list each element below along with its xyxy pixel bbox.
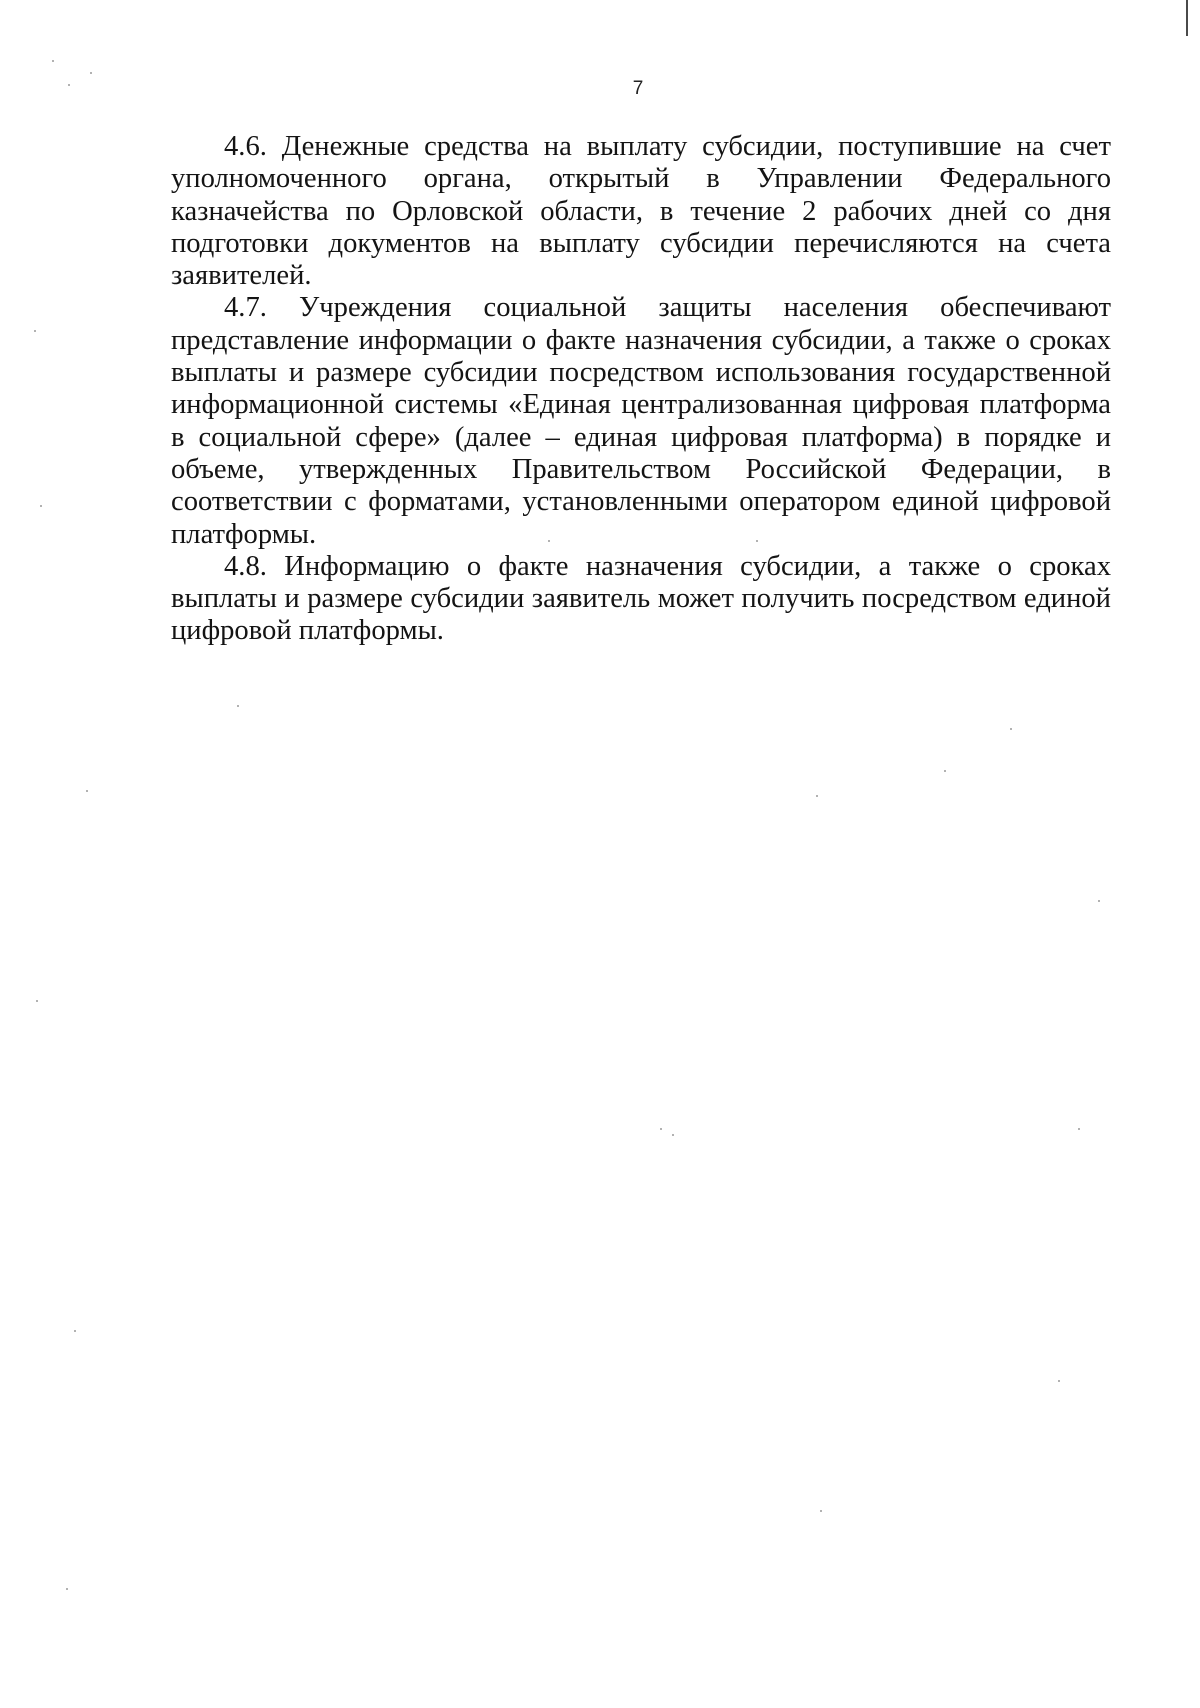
scan-speck <box>74 1330 76 1332</box>
scan-speck <box>820 1510 822 1512</box>
scan-speck <box>816 795 818 797</box>
scan-edge-mark <box>1186 0 1188 36</box>
page-number: 7 <box>632 78 644 99</box>
scan-speck <box>1098 900 1100 902</box>
scan-speck <box>52 60 54 62</box>
scan-speck <box>1078 1128 1080 1130</box>
scan-speck <box>34 330 36 332</box>
paragraph-4-7: 4.7. Учреждения социальной защиты населения обеспечивают представление информации о факте назначения субсидии, а также о сроках выплаты и размере субсидии посредством использования государственной информационной системы «Единая централизованная цифровая платформа в социальной сфере» (далее – единая цифровая платформа) в порядке и объеме, утвержденных Правительством Российской Федерации, в соответствии с форматами, установленными оператором единой цифровой платформы. <box>171 292 1111 550</box>
scan-speck <box>548 540 550 542</box>
scan-speck <box>40 505 42 507</box>
scan-speck <box>68 84 70 86</box>
scan-speck <box>756 540 758 542</box>
scan-speck <box>660 1128 662 1130</box>
scan-speck <box>672 1134 674 1136</box>
scan-speck <box>36 1000 38 1002</box>
scan-speck <box>944 770 946 772</box>
scan-speck <box>86 790 88 792</box>
scan-speck <box>237 705 239 707</box>
scan-speck <box>1010 728 1012 730</box>
paragraph-4-8: 4.8. Информацию о факте назначения субсидии, а также о сроках выплаты и размере субсидии заявитель может получить посредством единой цифровой платформы. <box>171 550 1111 647</box>
document-body <box>171 131 1111 648</box>
scan-speck <box>90 72 92 74</box>
scan-speck <box>66 1588 68 1590</box>
scan-speck <box>1058 1380 1060 1382</box>
paragraph-4-6: 4.6. Денежные средства на выплату субсидии, поступившие на счет уполномоченного органа, открытый в Управлении Федерального казначейства по Орловской области, в течение 2 рабочих дней со дня подготовки документов на выплату субсидии перечисляются на счета заявителей. <box>171 131 1111 292</box>
